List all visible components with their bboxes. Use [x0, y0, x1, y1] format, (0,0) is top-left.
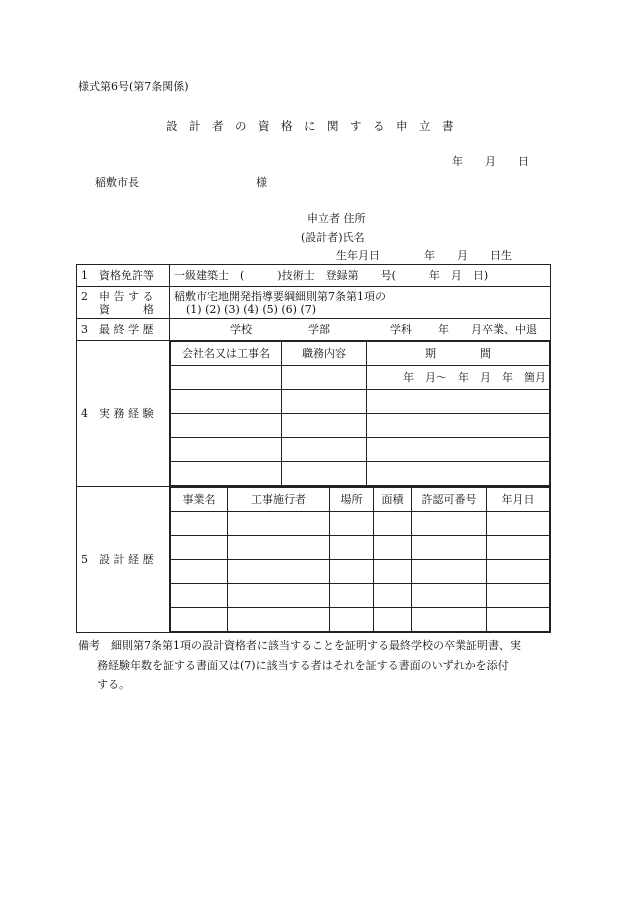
experience-cell[interactable]	[282, 390, 367, 414]
experience-cell[interactable]	[367, 414, 550, 438]
design-col-project: 事業名	[171, 488, 228, 512]
design-col-permit: 許認可番号	[412, 488, 487, 512]
design-cell[interactable]	[330, 560, 374, 584]
remarks	[78, 636, 550, 695]
experience-cell[interactable]	[282, 366, 367, 390]
experience-cell[interactable]	[367, 438, 550, 462]
qualification-label: 2 申 告 す る 資 格	[77, 287, 170, 319]
qualification-row	[77, 287, 551, 319]
design-cell[interactable]	[171, 512, 228, 536]
form-number: 様式第6号(第7条関係)	[78, 80, 189, 93]
design-col-place: 場所	[330, 488, 374, 512]
design-cell[interactable]	[330, 608, 374, 632]
experience-label: 4 実 務 経 験	[77, 341, 170, 487]
license-row	[77, 265, 551, 287]
design-col-contractor: 工事施行者	[228, 488, 330, 512]
design-cell[interactable]	[487, 560, 550, 584]
design-cell[interactable]	[330, 536, 374, 560]
applicant-birth-label: 生年月日 年 月 日生	[336, 249, 512, 262]
experience-period-format[interactable]: 年 月～ 年 月 年 箇月	[367, 366, 550, 390]
design-cell[interactable]	[487, 608, 550, 632]
design-table	[170, 487, 550, 632]
design-cell[interactable]	[374, 536, 412, 560]
design-label: 5 設 計 経 歴	[77, 487, 170, 633]
remarks-line-1: 備考 細則第7条第1項の設計資格者に該当することを証明する最終学校の卒業証明書、実	[78, 639, 521, 652]
remarks-line-2: 務経験年数を証する書面又は(7)に該当する者はそれを証する書面のいずれかを添付	[97, 658, 509, 672]
experience-cell[interactable]	[282, 462, 367, 486]
design-col-date: 年月日	[487, 488, 550, 512]
education-row	[77, 319, 551, 341]
design-cell[interactable]	[412, 512, 487, 536]
addressee-city: 稲敷市長	[95, 176, 139, 189]
experience-col-company: 会社名又は工事名	[171, 342, 282, 366]
experience-cell[interactable]	[367, 462, 550, 486]
design-cell[interactable]	[228, 536, 330, 560]
design-cell[interactable]	[412, 536, 487, 560]
experience-cell[interactable]	[282, 414, 367, 438]
experience-cell[interactable]	[171, 366, 282, 390]
design-col-area: 面積	[374, 488, 412, 512]
experience-table	[170, 341, 550, 486]
experience-row	[77, 341, 551, 487]
applicant-address-label: 申立者 住所	[307, 212, 366, 225]
design-cell[interactable]	[228, 512, 330, 536]
applicant-name-label: (設計者)氏名	[301, 231, 365, 244]
design-cell[interactable]	[171, 584, 228, 608]
qualification-value[interactable]: 稲敷市宅地開発指導要綱細則第7条第1項の (1) (2) (3) (4) (5) (6) (7)	[170, 287, 551, 319]
addressee-honorific: 様	[256, 176, 267, 189]
experience-col-duties: 職務内容	[282, 342, 367, 366]
design-cell[interactable]	[374, 584, 412, 608]
education-label: 3 最 終 学 歴	[77, 319, 170, 341]
design-cell[interactable]	[412, 584, 487, 608]
remarks-line-3: する。	[97, 678, 130, 691]
design-cell[interactable]	[374, 560, 412, 584]
page-title: 設計者の資格に関する申立書	[166, 119, 465, 133]
design-cell[interactable]	[171, 536, 228, 560]
experience-cell[interactable]	[171, 462, 282, 486]
application-form-table	[76, 264, 551, 633]
experience-cell[interactable]	[171, 390, 282, 414]
design-cell[interactable]	[374, 512, 412, 536]
design-cell[interactable]	[330, 584, 374, 608]
design-cell[interactable]	[412, 560, 487, 584]
design-cell[interactable]	[374, 608, 412, 632]
date-line: 年 月 日	[452, 155, 529, 168]
experience-cell[interactable]	[367, 390, 550, 414]
experience-cell[interactable]	[171, 414, 282, 438]
experience-cell[interactable]	[171, 438, 282, 462]
experience-cell[interactable]	[282, 438, 367, 462]
design-cell[interactable]	[228, 560, 330, 584]
education-value[interactable]: 学校 学部 学科 年 月卒業、中退	[170, 319, 551, 341]
license-label: 1 資格免許等	[77, 265, 170, 287]
design-row	[77, 487, 551, 633]
design-cell[interactable]	[487, 512, 550, 536]
design-cell[interactable]	[330, 512, 374, 536]
design-cell[interactable]	[171, 608, 228, 632]
experience-col-period: 期 間	[367, 342, 550, 366]
design-cell[interactable]	[412, 608, 487, 632]
design-cell[interactable]	[487, 584, 550, 608]
design-cell[interactable]	[487, 536, 550, 560]
design-cell[interactable]	[228, 608, 330, 632]
license-value[interactable]: 一級建築士 ( )技術士 登録第 号( 年 月 日)	[170, 265, 551, 287]
design-cell[interactable]	[171, 560, 228, 584]
design-cell[interactable]	[228, 584, 330, 608]
